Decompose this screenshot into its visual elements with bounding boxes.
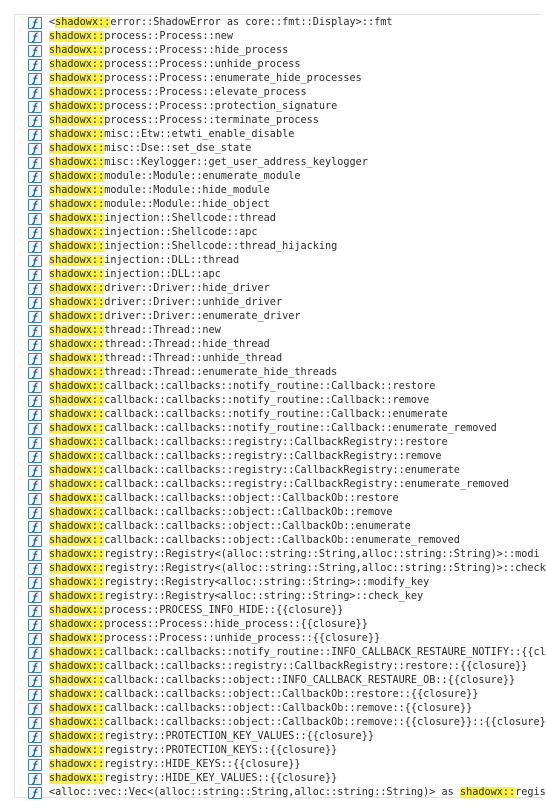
function-list-item[interactable] bbox=[28, 534, 542, 548]
search-highlight: shadowx:: bbox=[49, 339, 105, 350]
function-name: shadowx::callback::callbacks::object::CallbackOb::remove::{{closure}}::{{closure} bbox=[49, 717, 546, 728]
function-name: shadowx::process::Process::hide_process bbox=[49, 45, 289, 56]
function-name: shadowx::process::Process::unhide_process bbox=[49, 59, 301, 70]
function-list-item[interactable] bbox=[28, 492, 542, 506]
function-list-item[interactable] bbox=[28, 716, 546, 730]
function-list-item[interactable] bbox=[28, 310, 542, 324]
function-name: shadowx::misc::Keylogger::get_user_address_keylogger bbox=[49, 157, 368, 168]
function-name: shadowx::injection::Shellcode::apc bbox=[49, 227, 258, 238]
function-icon bbox=[28, 661, 42, 673]
search-highlight: shadowx:: bbox=[49, 311, 105, 322]
search-highlight: shadowx:: bbox=[49, 451, 105, 462]
search-highlight: shadowx:: bbox=[49, 395, 105, 406]
function-icon bbox=[28, 787, 42, 799]
function-name: shadowx::module::Module::enumerate_module bbox=[49, 171, 301, 182]
search-highlight: shadowx:: bbox=[459, 787, 516, 798]
function-list-item[interactable] bbox=[28, 156, 542, 170]
function-list-item[interactable] bbox=[28, 184, 542, 198]
function-name: shadowx::misc::Etw::etwti_enable_disable bbox=[49, 129, 295, 140]
search-highlight: shadowx:: bbox=[49, 241, 105, 252]
search-highlight: shadowx:: bbox=[49, 535, 105, 546]
search-highlight: shadowx:: bbox=[49, 493, 105, 504]
function-icon bbox=[28, 633, 42, 645]
search-highlight: shadowx:: bbox=[49, 101, 105, 112]
function-name: shadowx::thread::Thread::enumerate_hide_threads bbox=[49, 367, 338, 378]
function-list-panel bbox=[14, 14, 546, 798]
function-icon bbox=[28, 269, 42, 281]
function-icon bbox=[28, 521, 42, 533]
search-highlight: shadowx:: bbox=[49, 325, 105, 336]
search-highlight: shadowx:: bbox=[49, 129, 105, 140]
function-name: shadowx::injection::Shellcode::thread bbox=[49, 213, 276, 224]
function-name: shadowx::callback::callbacks::object::INFO_CALLBACK_RESTAURE_OB::{{closure}} bbox=[49, 675, 516, 686]
function-icon bbox=[28, 605, 42, 617]
search-highlight: shadowx:: bbox=[49, 297, 105, 308]
function-name: shadowx::callback::callbacks::notify_routine::Callback::enumerate bbox=[49, 409, 448, 420]
search-highlight: shadowx:: bbox=[49, 157, 105, 168]
function-icon bbox=[28, 73, 42, 85]
search-highlight: shadowx:: bbox=[49, 591, 105, 602]
function-list-item[interactable] bbox=[28, 786, 546, 800]
function-list-item[interactable] bbox=[28, 618, 542, 632]
search-highlight: shadowx:: bbox=[49, 465, 105, 476]
function-name: shadowx::thread::Thread::new bbox=[49, 325, 221, 336]
function-name: shadowx::callback::callbacks::registry::CallbackRegistry::restore::{{closure}} bbox=[49, 661, 528, 672]
function-icon bbox=[28, 703, 42, 715]
function-list-item[interactable] bbox=[28, 744, 542, 758]
function-name: shadowx::thread::Thread::unhide_thread bbox=[49, 353, 283, 364]
function-name: shadowx::callback::callbacks::object::CallbackOb::restore bbox=[49, 493, 399, 504]
function-name: shadowx::driver::Driver::hide_driver bbox=[49, 283, 270, 294]
search-highlight: shadowx:: bbox=[55, 17, 111, 28]
function-list-item[interactable] bbox=[28, 254, 542, 268]
function-list-item[interactable] bbox=[28, 44, 542, 58]
function-icon bbox=[28, 647, 42, 659]
function-icon bbox=[28, 17, 42, 29]
function-icon bbox=[28, 297, 42, 309]
function-icon bbox=[28, 171, 42, 183]
search-highlight: shadowx:: bbox=[49, 759, 105, 770]
function-list-item[interactable] bbox=[28, 604, 542, 618]
function-name: shadowx::registry::Registry<(alloc::string::String,alloc::string::String)>::modi bbox=[49, 549, 540, 560]
function-name: shadowx::registry::Registry<alloc::string::String>::modify_key bbox=[49, 577, 430, 588]
function-name: shadowx::callback::callbacks::notify_routine::Callback::remove bbox=[49, 395, 430, 406]
function-list-item[interactable] bbox=[28, 16, 542, 30]
function-name: shadowx::injection::Shellcode::thread_hijacking bbox=[49, 241, 338, 252]
function-icon bbox=[28, 773, 42, 785]
search-highlight: shadowx:: bbox=[49, 717, 105, 728]
function-list-item[interactable] bbox=[28, 198, 542, 212]
function-icon bbox=[28, 101, 42, 113]
function-icon bbox=[28, 395, 42, 407]
function-name: shadowx::misc::Dse::set_dse_state bbox=[49, 143, 252, 154]
function-name: shadowx::registry::PROTECTION_KEY_VALUES::{{closure}} bbox=[49, 731, 375, 742]
function-list-item[interactable] bbox=[28, 142, 542, 156]
function-icon bbox=[28, 745, 42, 757]
function-list-item[interactable] bbox=[28, 86, 542, 100]
function-name: shadowx::registry::HIDE_KEYS::{{closure}} bbox=[49, 759, 301, 770]
function-icon bbox=[28, 675, 42, 687]
function-name: shadowx::process::PROCESS_INFO_HIDE::{{closure}} bbox=[49, 605, 344, 616]
search-highlight: shadowx:: bbox=[49, 745, 105, 756]
search-highlight: shadowx:: bbox=[49, 87, 105, 98]
function-icon bbox=[28, 619, 42, 631]
function-name: shadowx::process::Process::new bbox=[49, 31, 234, 42]
function-list-item[interactable] bbox=[28, 338, 542, 352]
function-list-item[interactable] bbox=[28, 660, 542, 674]
function-name: shadowx::callback::callbacks::object::CallbackOb::restore::{{closure}} bbox=[49, 689, 479, 700]
function-name: shadowx::process::Process::terminate_process bbox=[49, 115, 319, 126]
function-icon bbox=[28, 409, 42, 421]
function-name: shadowx::callback::callbacks::registry::CallbackRegistry::remove bbox=[49, 451, 442, 462]
function-list-item[interactable] bbox=[28, 590, 542, 604]
function-name: shadowx::callback::callbacks::registry::CallbackRegistry::restore bbox=[49, 437, 448, 448]
function-list-item[interactable] bbox=[28, 170, 542, 184]
search-highlight: shadowx:: bbox=[49, 185, 105, 196]
function-list-item[interactable] bbox=[28, 58, 542, 72]
function-list bbox=[28, 16, 546, 800]
search-highlight: shadowx:: bbox=[49, 143, 105, 154]
function-icon bbox=[28, 493, 42, 505]
search-highlight: shadowx:: bbox=[49, 381, 105, 392]
function-list-item[interactable] bbox=[28, 632, 542, 646]
function-icon bbox=[28, 59, 42, 71]
function-list-item[interactable] bbox=[28, 436, 542, 450]
function-name: shadowx::process::Process::protection_signature bbox=[49, 101, 338, 112]
function-name: shadowx::process::Process::hide_process::{{closure}} bbox=[49, 619, 368, 630]
search-highlight: shadowx:: bbox=[49, 213, 105, 224]
function-icon bbox=[28, 465, 42, 477]
function-name: shadowx::callback::callbacks::object::CallbackOb::enumerate bbox=[49, 521, 411, 532]
function-icon bbox=[28, 591, 42, 603]
function-icon bbox=[28, 549, 42, 561]
search-highlight: shadowx:: bbox=[49, 549, 105, 560]
function-list-item[interactable] bbox=[28, 730, 542, 744]
function-icon bbox=[28, 577, 42, 589]
search-highlight: shadowx:: bbox=[49, 59, 105, 70]
search-highlight: shadowx:: bbox=[49, 255, 105, 266]
function-list-item[interactable] bbox=[28, 576, 542, 590]
function-list-item[interactable] bbox=[28, 506, 542, 520]
function-icon bbox=[28, 45, 42, 57]
function-name: shadowx::module::Module::hide_module bbox=[49, 185, 270, 196]
function-icon bbox=[28, 31, 42, 43]
function-name: shadowx::process::Process::unhide_process::{{closure}} bbox=[49, 633, 381, 644]
function-list-item[interactable] bbox=[28, 674, 542, 688]
function-name: shadowx::registry::Registry<alloc::string::String>::check_key bbox=[49, 591, 424, 602]
function-icon bbox=[28, 199, 42, 211]
search-highlight: shadowx:: bbox=[49, 647, 105, 658]
function-name: shadowx::callback::callbacks::registry::CallbackRegistry::enumerate_removed bbox=[49, 479, 510, 490]
function-list-item[interactable] bbox=[28, 758, 542, 772]
search-highlight: shadowx:: bbox=[49, 437, 105, 448]
function-list-item[interactable] bbox=[28, 324, 542, 338]
function-list-item[interactable] bbox=[28, 352, 542, 366]
function-icon bbox=[28, 759, 42, 771]
function-icon bbox=[28, 143, 42, 155]
function-icon bbox=[28, 283, 42, 295]
function-name: shadowx::callback::callbacks::object::CallbackOb::remove::{{closure}} bbox=[49, 703, 473, 714]
function-icon bbox=[28, 241, 42, 253]
function-icon bbox=[28, 437, 42, 449]
function-name: shadowx::driver::Driver::unhide_driver bbox=[49, 297, 283, 308]
function-name: shadowx::callback::callbacks::notify_routine::Callback::enumerate_removed bbox=[49, 423, 497, 434]
function-list-item[interactable] bbox=[28, 702, 542, 716]
search-highlight: shadowx:: bbox=[49, 731, 105, 742]
function-icon bbox=[28, 717, 42, 729]
search-highlight: shadowx:: bbox=[49, 479, 105, 490]
search-highlight: shadowx:: bbox=[49, 73, 105, 84]
function-list-item[interactable] bbox=[28, 464, 542, 478]
function-icon bbox=[28, 185, 42, 197]
function-name: shadowx::thread::Thread::hide_thread bbox=[49, 339, 270, 350]
function-list-item[interactable] bbox=[28, 548, 542, 562]
function-name: shadowx::callback::callbacks::object::CallbackOb::enumerate_removed bbox=[49, 535, 460, 546]
function-list-item[interactable] bbox=[28, 212, 542, 226]
function-icon bbox=[28, 479, 42, 491]
search-highlight: shadowx:: bbox=[49, 409, 105, 420]
function-list-item[interactable] bbox=[28, 226, 542, 240]
search-highlight: shadowx:: bbox=[49, 703, 105, 714]
search-highlight: shadowx:: bbox=[49, 283, 105, 294]
search-highlight: shadowx:: bbox=[49, 171, 105, 182]
search-highlight: shadowx:: bbox=[49, 227, 105, 238]
function-list-item[interactable] bbox=[28, 772, 542, 786]
function-name: <shadowx::error::ShadowError as core::fmt::Display>::fmt bbox=[49, 17, 393, 28]
search-highlight: shadowx:: bbox=[49, 31, 105, 42]
search-highlight: shadowx:: bbox=[49, 577, 105, 588]
search-highlight: shadowx:: bbox=[49, 423, 105, 434]
function-list-item[interactable] bbox=[28, 240, 542, 254]
function-name: shadowx::registry::Registry<(alloc::string::String,alloc::string::String)>::check bbox=[49, 563, 546, 574]
function-icon bbox=[28, 255, 42, 267]
function-name: shadowx::registry::HIDE_KEY_VALUES::{{closure}} bbox=[49, 773, 338, 784]
search-highlight: shadowx:: bbox=[49, 661, 105, 672]
function-name: shadowx::injection::DLL::thread bbox=[49, 255, 240, 266]
function-name: shadowx::callback::callbacks::object::CallbackOb::remove bbox=[49, 507, 393, 518]
function-name: shadowx::driver::Driver::enumerate_driver bbox=[49, 311, 301, 322]
function-list-item[interactable] bbox=[28, 268, 542, 282]
function-icon bbox=[28, 689, 42, 701]
function-name: shadowx::registry::PROTECTION_KEYS::{{closure}} bbox=[49, 745, 338, 756]
search-highlight: shadowx:: bbox=[49, 689, 105, 700]
function-name: shadowx::injection::DLL::apc bbox=[49, 269, 221, 280]
search-highlight: shadowx:: bbox=[49, 605, 105, 616]
function-list-item[interactable] bbox=[28, 422, 542, 436]
search-highlight: shadowx:: bbox=[49, 619, 105, 630]
function-list-item[interactable] bbox=[28, 562, 546, 576]
function-name: shadowx::callback::callbacks::registry::CallbackRegistry::enumerate bbox=[49, 465, 460, 476]
function-icon bbox=[28, 563, 42, 575]
function-list-item[interactable] bbox=[28, 100, 542, 114]
search-highlight: shadowx:: bbox=[49, 199, 105, 210]
function-icon bbox=[28, 311, 42, 323]
function-icon bbox=[28, 213, 42, 225]
function-list-item[interactable] bbox=[28, 688, 542, 702]
function-icon bbox=[28, 535, 42, 547]
function-icon bbox=[28, 367, 42, 379]
function-list-item[interactable] bbox=[28, 450, 542, 464]
search-highlight: shadowx:: bbox=[49, 507, 105, 518]
function-name: shadowx::callback::callbacks::notify_routine::INFO_CALLBACK_RESTAURE_NOTIFY::{{cl bbox=[49, 647, 546, 658]
function-list-item[interactable] bbox=[28, 366, 542, 380]
function-list-item[interactable] bbox=[28, 114, 542, 128]
function-icon bbox=[28, 115, 42, 127]
function-icon bbox=[28, 87, 42, 99]
function-list-item[interactable] bbox=[28, 520, 542, 534]
search-highlight: shadowx:: bbox=[49, 675, 105, 686]
function-name: shadowx::module::Module::hide_object bbox=[49, 199, 270, 210]
function-icon bbox=[28, 353, 42, 365]
search-highlight: shadowx:: bbox=[49, 633, 105, 644]
function-list-item[interactable] bbox=[28, 296, 542, 310]
search-highlight: shadowx:: bbox=[49, 353, 105, 364]
function-name: shadowx::process::Process::elevate_process bbox=[49, 87, 307, 98]
function-name: shadowx::callback::callbacks::notify_routine::Callback::restore bbox=[49, 381, 436, 392]
function-list-item[interactable] bbox=[28, 30, 542, 44]
function-list-item[interactable] bbox=[28, 394, 542, 408]
function-icon bbox=[28, 507, 42, 519]
function-list-item[interactable] bbox=[28, 408, 542, 422]
search-highlight: shadowx:: bbox=[49, 367, 105, 378]
function-list-item[interactable] bbox=[28, 478, 542, 492]
search-highlight: shadowx:: bbox=[49, 521, 105, 532]
function-icon bbox=[28, 423, 42, 435]
search-highlight: shadowx:: bbox=[49, 45, 105, 56]
search-highlight: shadowx:: bbox=[49, 269, 105, 280]
function-list-item[interactable] bbox=[28, 128, 542, 142]
function-name: <alloc::vec::Vec<(alloc::string::String,alloc::string::String)> as shadowx::regis bbox=[49, 787, 546, 798]
function-icon bbox=[28, 381, 42, 393]
function-list-item[interactable] bbox=[28, 380, 542, 394]
function-icon bbox=[28, 157, 42, 169]
function-icon bbox=[28, 227, 42, 239]
function-icon bbox=[28, 325, 42, 337]
search-highlight: shadowx:: bbox=[49, 773, 105, 784]
function-list-item[interactable] bbox=[28, 282, 542, 296]
function-list-item[interactable] bbox=[28, 646, 546, 660]
search-highlight: shadowx:: bbox=[49, 115, 105, 126]
function-icon bbox=[28, 451, 42, 463]
search-highlight: shadowx:: bbox=[49, 563, 105, 574]
function-name: shadowx::process::Process::enumerate_hide_processes bbox=[49, 73, 362, 84]
function-icon bbox=[28, 339, 42, 351]
function-icon bbox=[28, 129, 42, 141]
function-list-item[interactable] bbox=[28, 72, 542, 86]
function-icon bbox=[28, 731, 42, 743]
